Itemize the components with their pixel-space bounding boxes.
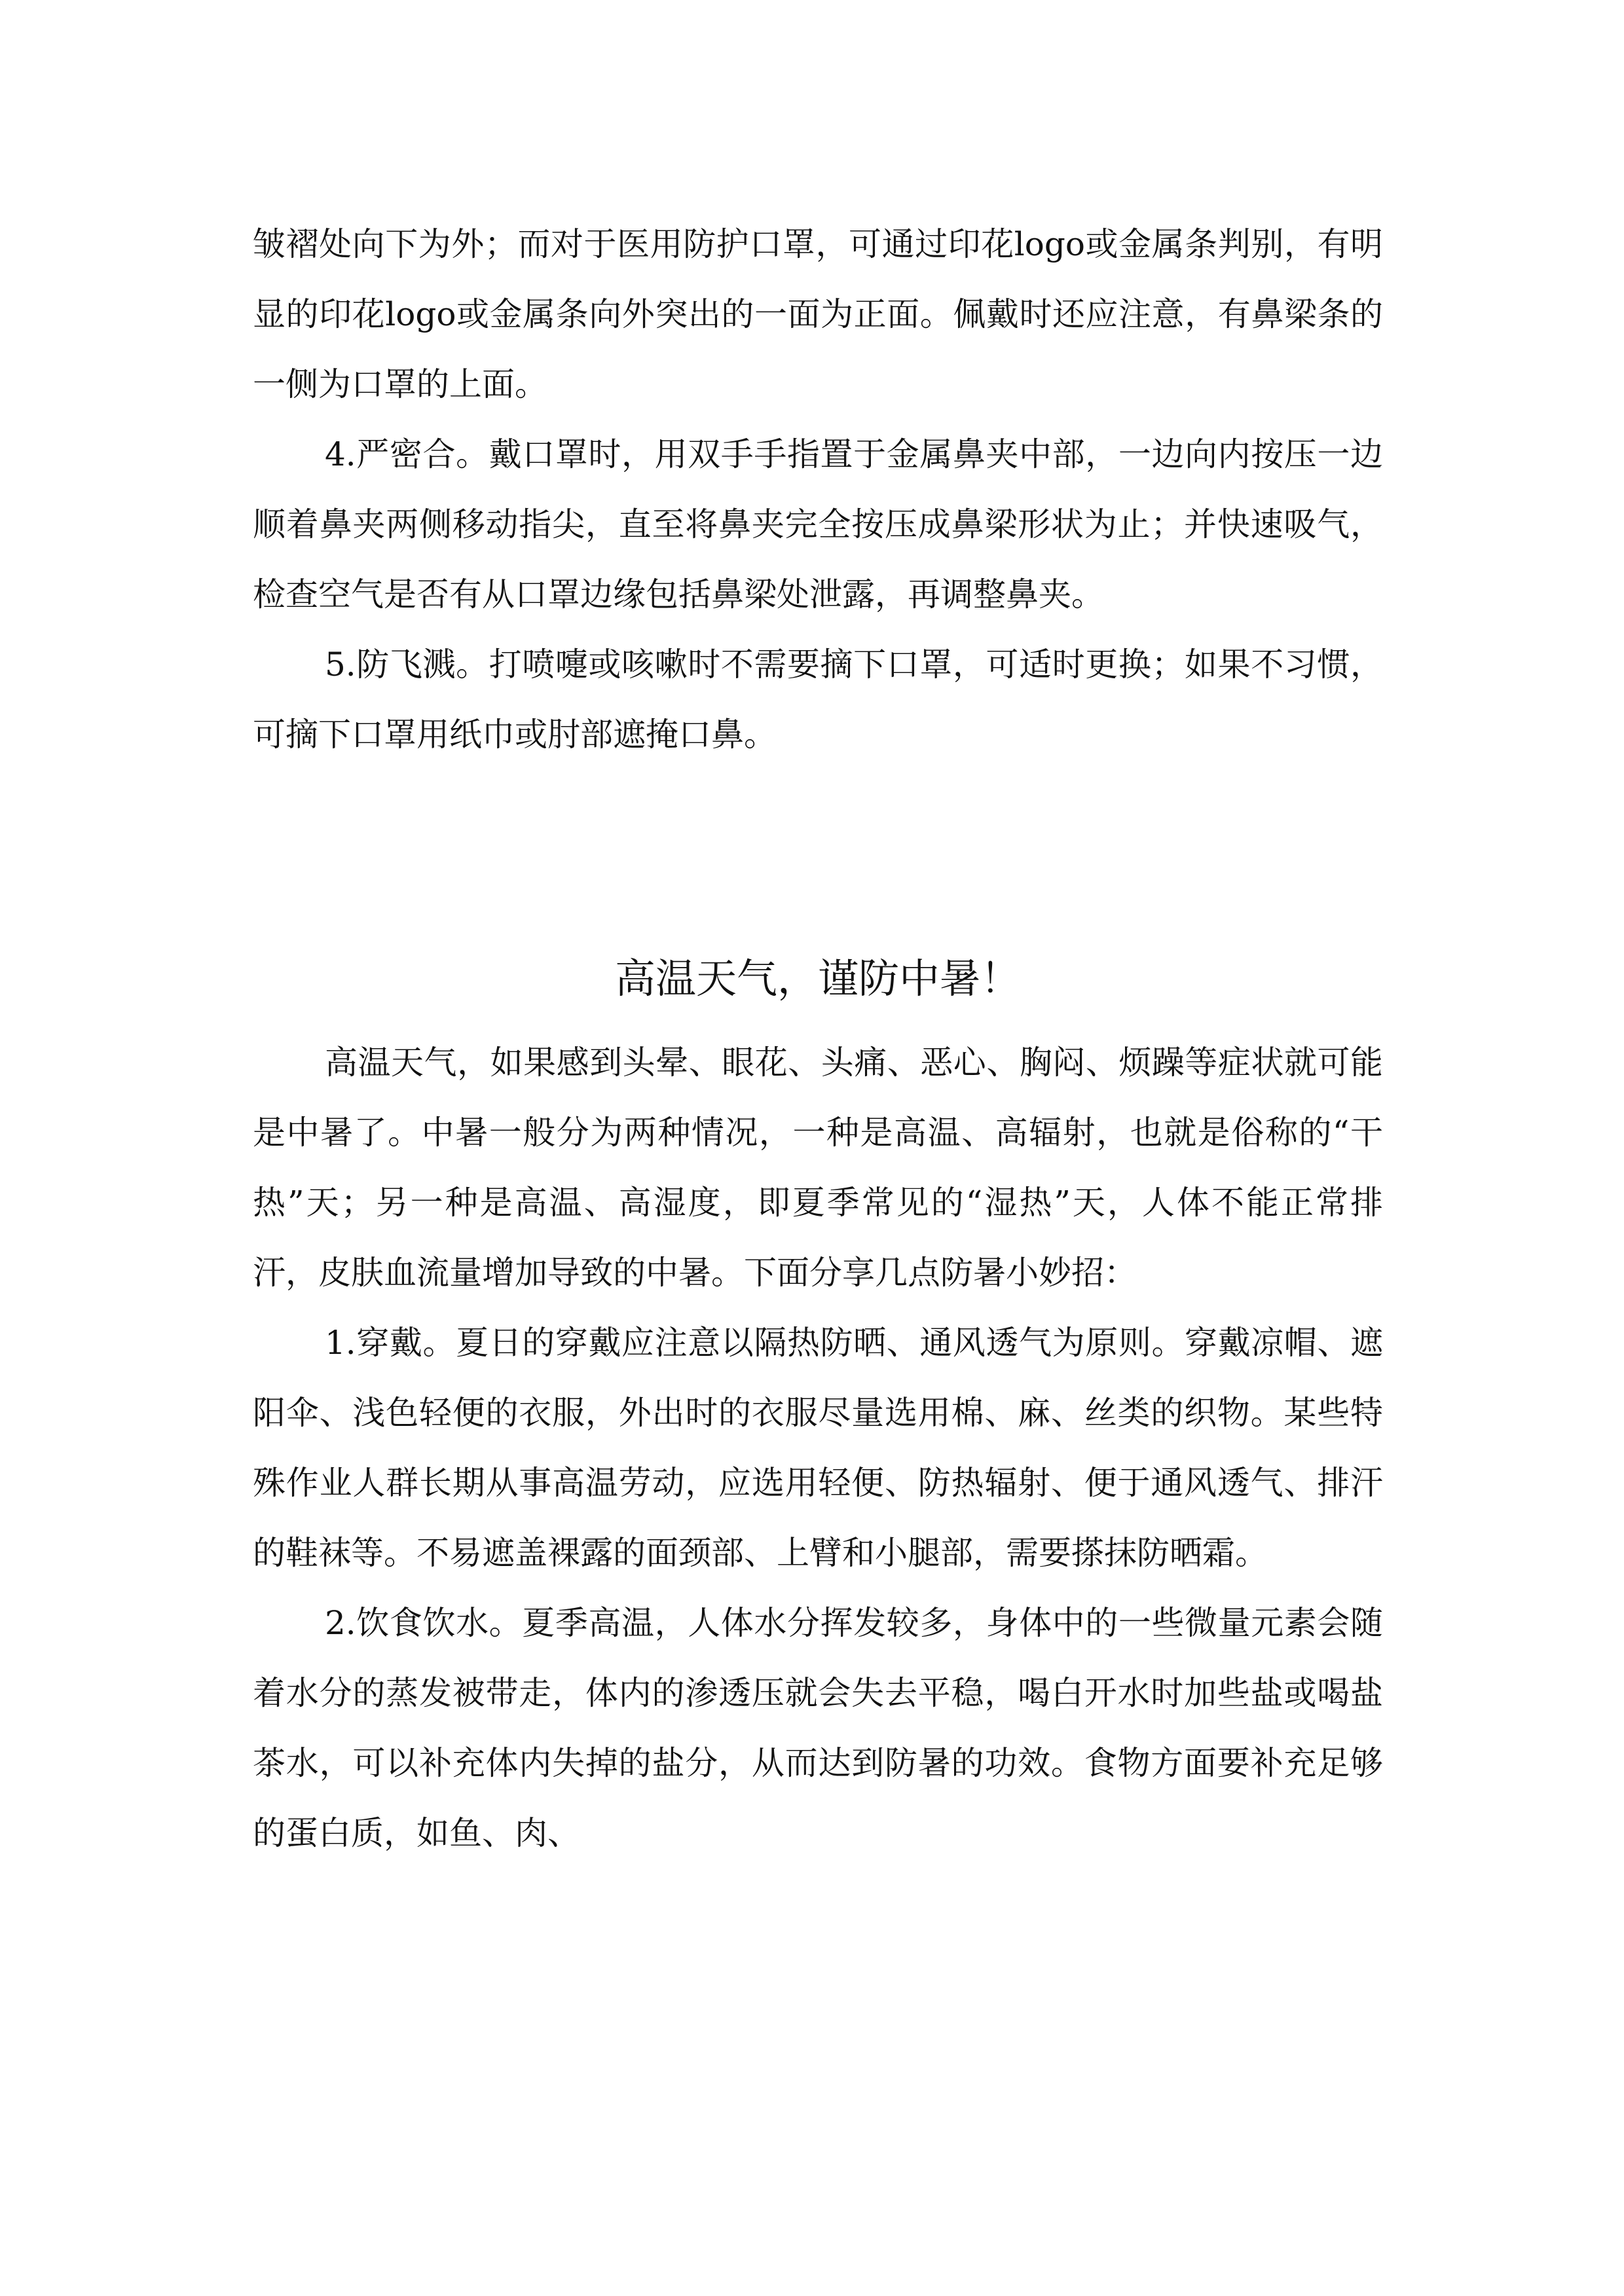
paragraph-clothing: 1.穿戴。夏日的穿戴应注意以隔热防晒、通风透气为原则。穿戴凉帽、遮阳伞、浅色轻便的衣服，外出时的衣服尽量选用棉、麻、丝类的织物。某些特殊作业人群长期从事高温劳动，应选用轻便、防热辐射、便于通风透气、排汗的鞋袜等。不易遮盖裸露的面颈部、上臂和小腿部，需要搽抹防晒霜。 [253, 1324, 1383, 1572]
paragraph-splash-prevention: 5.防飞溅。打喷嚏或咳嗽时不需要摘下口罩，可适时更换；如果不习惯，可摘下口罩用纸巾或肘部遮掩口鼻。 [253, 646, 1383, 754]
heatstroke-section-body [253, 1028, 1383, 1868]
paragraph-heatstroke-intro: 高温天气，如果感到头晕、眼花、头痛、恶心、胸闷、烦躁等症状就可能是中暑了。中暑一般分为两种情况，一种是高温、高辐射，也就是俗称的“干热”天；另一种是高温、高湿度，即夏季常见的“湿热”天，人体不能正常排汗，皮肤血流量增加导致的中暑。下面分享几点防暑小妙招： [253, 1044, 1383, 1292]
section-title: 高温天气，谨防中暑！ [614, 955, 1021, 1002]
mask-instructions-continued [253, 210, 1383, 770]
paragraph-mask-orientation: 皱褶处向下为外；而对于医用防护口罩，可通过印花logo或金属条判别，有明显的印花logo或金属条向外突出的一面为正面。佩戴时还应注意，有鼻梁条的一侧为口罩的上面。 [253, 225, 1383, 403]
paragraph-seal-fit: 4.严密合。戴口罩时，用双手手指置于金属鼻夹中部，一边向内按压一边顺着鼻夹两侧移动指尖，直至将鼻夹完全按压成鼻梁形状为止；并快速吸气，检查空气是否有从口罩边缘包括鼻梁处泄露，再调整鼻夹。 [253, 435, 1383, 613]
paragraph-diet-water: 2.饮食饮水。夏季高温，人体水分挥发较多，身体中的一些微量元素会随着水分的蒸发被带走，体内的渗透压就会失去平稳，喝白开水时加些盐或喝盐茶水，可以补充体内失掉的盐分，从而达到防暑的功效。食物方面要补充足够的蛋白质，如鱼、肉、 [253, 1604, 1383, 1852]
